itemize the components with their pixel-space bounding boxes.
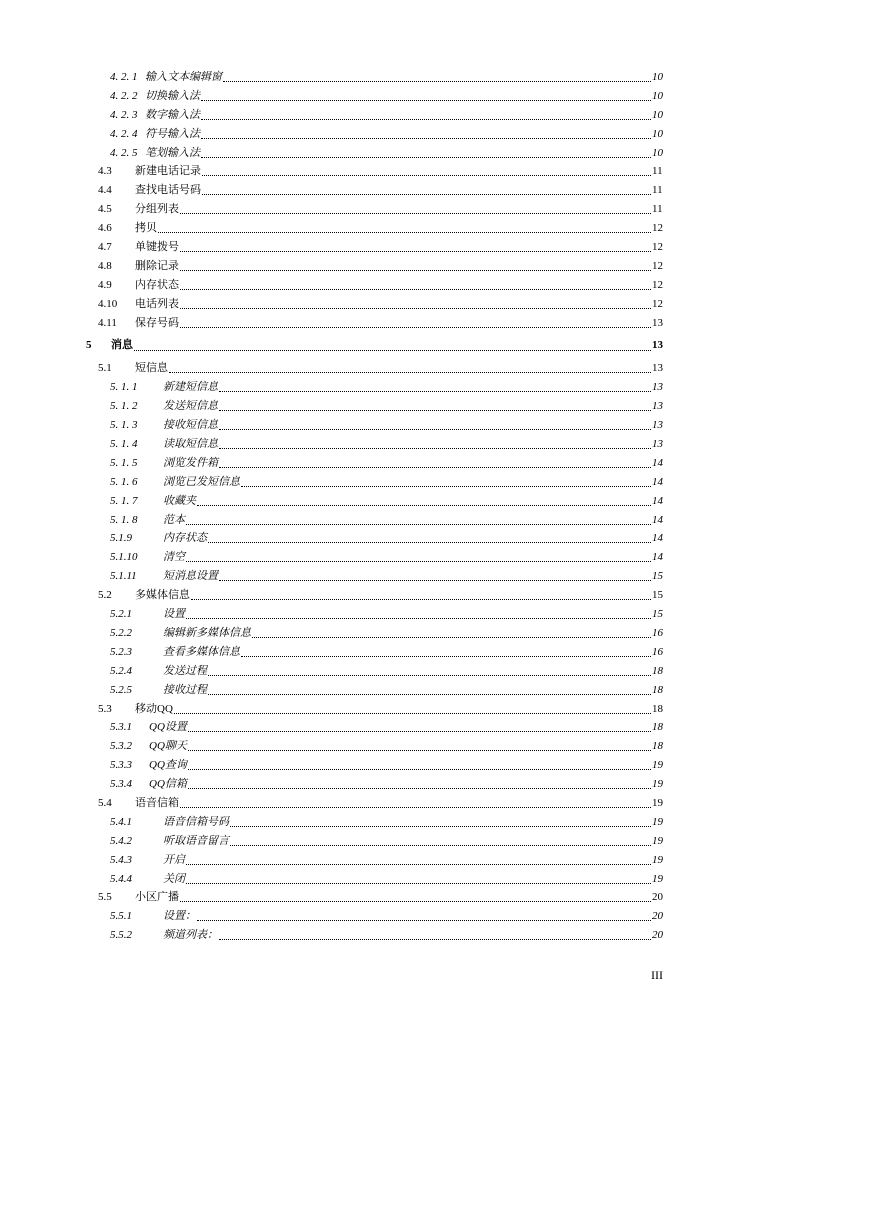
toc-entry-title: 发送短信息 — [163, 397, 219, 416]
toc-entry-page: 13 — [652, 359, 663, 378]
toc-leader-dots — [201, 156, 651, 158]
toc-leader-dots — [158, 231, 651, 233]
toc-entry-number: 4. 2. 5 — [110, 146, 138, 159]
toc-entry-title: 消息 — [111, 335, 134, 356]
toc-entry-page: 20 — [652, 888, 663, 907]
toc-entry-title: 接收过程 — [163, 681, 208, 700]
toc-entry-number: 4. 2. 4 — [110, 127, 138, 140]
toc-entry-number: 5.2.5 — [110, 683, 132, 696]
toc-leader-dots — [201, 137, 651, 139]
toc-entry[interactable] — [0, 718, 869, 737]
toc-entry-number: 5. 1. 2 — [110, 400, 138, 413]
toc-leader-dots — [188, 730, 651, 732]
toc-leader-dots — [201, 99, 651, 101]
toc-entry[interactable] — [0, 870, 869, 889]
toc-entry-number: 4.4 — [98, 184, 112, 197]
toc-entry-page: 10 — [652, 144, 663, 163]
toc-leader-dots — [201, 118, 651, 120]
toc-entry-page: 12 — [652, 295, 663, 314]
toc-entry[interactable] — [0, 397, 869, 416]
toc-entry-title: 频道列表： — [163, 926, 219, 945]
toc-entry-page: 13 — [652, 397, 663, 416]
toc-leader-dots — [180, 307, 651, 309]
toc-leader-dots — [191, 598, 651, 600]
toc-entry[interactable] — [0, 181, 869, 200]
toc-entry-title: 范本 — [163, 511, 186, 530]
toc-entry-page: 12 — [652, 257, 663, 276]
toc-entry-title: 设置 — [163, 605, 186, 624]
toc-entry[interactable] — [0, 106, 869, 125]
toc-entry-title: 浏览发件箱 — [163, 454, 219, 473]
toc-entry-title: 数字输入法 — [145, 106, 201, 125]
toc-entry[interactable] — [0, 851, 869, 870]
toc-leader-dots — [180, 806, 651, 808]
toc-entry-title: 浏览已发短信息 — [163, 473, 241, 492]
toc-leader-dots — [180, 250, 651, 252]
toc-entry-page: 18 — [652, 700, 663, 719]
toc-entry[interactable] — [0, 492, 869, 511]
toc-entry-number: 4. 2. 2 — [110, 89, 138, 102]
toc-entry[interactable] — [0, 511, 869, 530]
toc-entry-number: 5.4.3 — [110, 853, 132, 866]
toc-entry-number: 5.5 — [98, 891, 112, 904]
toc-entry-number: 4.8 — [98, 259, 112, 272]
toc-entry-title: 内存状态 — [135, 276, 180, 295]
toc-entry-page: 19 — [652, 756, 663, 775]
toc-leader-dots — [169, 371, 651, 373]
toc-entry-number: 5.1.11 — [110, 570, 137, 583]
toc-leader-dots — [219, 428, 651, 430]
toc-entry-title: 开启 — [163, 851, 186, 870]
toc-entry-title: 保存号码 — [135, 314, 180, 333]
toc-entry-page: 18 — [652, 681, 663, 700]
toc-entry-page: 11 — [652, 200, 663, 219]
toc-entry[interactable] — [0, 276, 869, 295]
toc-entry-page: 16 — [652, 624, 663, 643]
toc-entry-title: 内存状态 — [163, 529, 208, 548]
toc-entry[interactable] — [0, 68, 869, 87]
toc-entry-page: 13 — [652, 378, 663, 397]
toc-entry-title: 移动QQ — [135, 700, 174, 719]
toc-entry-number: 5.2 — [98, 589, 112, 602]
toc-entry-number: 5. 1. 1 — [110, 381, 138, 394]
toc-entry[interactable] — [0, 219, 869, 238]
toc-leader-dots — [180, 288, 651, 290]
toc-entry[interactable] — [0, 162, 869, 181]
toc-entry-title: 单键拨号 — [135, 238, 180, 257]
toc-entry[interactable] — [0, 605, 869, 624]
toc-entry-title: 拷贝 — [135, 219, 158, 238]
toc-entry-title: 输入文本编辑窗 — [145, 68, 223, 87]
toc-entry-title: 听取语音留言 — [163, 832, 230, 851]
toc-entry[interactable] — [0, 662, 869, 681]
toc-leader-dots — [180, 212, 651, 214]
toc-entry-number: 4.9 — [98, 278, 112, 291]
toc-entry[interactable] — [0, 624, 869, 643]
toc-entry-number: 5.2.1 — [110, 608, 132, 621]
toc-leader-dots — [208, 674, 651, 676]
toc-leader-dots — [219, 579, 651, 581]
toc-entry-page: 19 — [652, 813, 663, 832]
toc-entry-page: 19 — [652, 832, 663, 851]
toc-entry-page: 20 — [652, 907, 663, 926]
toc-entry[interactable] — [0, 435, 869, 454]
toc-entry-title: 接收短信息 — [163, 416, 219, 435]
toc-entry[interactable] — [0, 888, 869, 907]
toc-entry-page: 16 — [652, 643, 663, 662]
toc-leader-dots — [180, 326, 651, 328]
toc-entry-page: 15 — [652, 586, 663, 605]
toc-leader-dots — [186, 523, 651, 525]
toc-leader-dots — [208, 693, 651, 695]
toc-entry[interactable] — [0, 125, 869, 144]
toc-leader-dots — [252, 636, 651, 638]
toc-entry-title: 符号输入法 — [145, 125, 201, 144]
toc-entry-page: 12 — [652, 238, 663, 257]
toc-entry-page: 19 — [652, 775, 663, 794]
toc-entry-title: QQ设置 — [149, 718, 188, 737]
toc-leader-dots — [180, 900, 651, 902]
toc-entry[interactable] — [0, 681, 869, 700]
toc-entry-number: 4.7 — [98, 241, 112, 254]
toc-entry-number: 5.3.2 — [110, 740, 132, 753]
toc-entry[interactable] — [0, 238, 869, 257]
toc-entry-number: 5.1.9 — [110, 532, 132, 545]
toc-leader-dots — [186, 617, 651, 619]
toc-entry-title: 新建短信息 — [163, 378, 219, 397]
toc-entry-number: 5.4 — [98, 796, 112, 809]
toc-leader-dots — [223, 80, 651, 82]
toc-entry-page: 19 — [652, 794, 663, 813]
toc-leader-dots — [174, 712, 651, 714]
toc-entry[interactable] — [0, 926, 869, 945]
toc-leader-dots — [186, 560, 651, 562]
toc-entry-title: 新建电话记录 — [135, 162, 202, 181]
toc-entry-title: 小区广播 — [135, 888, 180, 907]
toc-entry[interactable] — [0, 359, 869, 378]
toc-entry-title: 关闭 — [163, 870, 186, 889]
toc-entry-number: 5.1 — [98, 362, 112, 375]
toc-entry-page: 13 — [652, 335, 663, 356]
toc-entry[interactable] — [0, 200, 869, 219]
toc-entry-number: 5.2.3 — [110, 645, 132, 658]
toc-entry-title: 查看多媒体信息 — [163, 643, 241, 662]
toc-leader-dots — [197, 504, 651, 506]
toc-entry-title: 多媒体信息 — [135, 586, 191, 605]
toc-entry-page: 14 — [652, 529, 663, 548]
toc-leader-dots — [197, 919, 651, 921]
toc-entry-number: 5.3.3 — [110, 759, 132, 772]
toc-entry-title: 切换输入法 — [145, 87, 201, 106]
toc-entry-title: 删除记录 — [135, 257, 180, 276]
toc-entry[interactable] — [0, 700, 869, 719]
toc-entry[interactable] — [0, 737, 869, 756]
toc-entry-number: 4. 2. 3 — [110, 108, 138, 121]
toc-entry-page: 18 — [652, 662, 663, 681]
toc-entry-page: 19 — [652, 870, 663, 889]
toc-entry-title: 清空 — [163, 548, 186, 567]
toc-entry-page: 18 — [652, 737, 663, 756]
toc-leader-dots — [188, 787, 651, 789]
toc-entry-page: 13 — [652, 435, 663, 454]
toc-entry-number: 5. 1. 3 — [110, 419, 138, 432]
toc-entry-page: 14 — [652, 454, 663, 473]
toc-entry-number: 5.1.10 — [110, 551, 138, 564]
toc-entry-page: 14 — [652, 473, 663, 492]
toc-entry-number: 4.3 — [98, 165, 112, 178]
toc-entry-number: 5. 1. 7 — [110, 494, 138, 507]
toc-entry-number: 4.11 — [98, 316, 117, 329]
toc-leader-dots — [230, 825, 651, 827]
toc-entry-title: 电话列表 — [135, 295, 180, 314]
toc-entry[interactable] — [0, 378, 869, 397]
toc-entry[interactable] — [0, 144, 869, 163]
toc-entry-number: 4.5 — [98, 203, 112, 216]
toc-leader-dots — [202, 174, 651, 176]
toc-entry-page: 10 — [652, 106, 663, 125]
toc-entry-number: 5.3.4 — [110, 778, 132, 791]
toc-entry[interactable] — [0, 473, 869, 492]
toc-entry[interactable] — [0, 257, 869, 276]
toc-entry[interactable] — [0, 756, 869, 775]
toc-entry-number: 5.2.4 — [110, 664, 132, 677]
toc-entry-page: 11 — [652, 181, 663, 200]
toc-entry-page: 10 — [652, 68, 663, 87]
toc-leader-dots — [219, 447, 651, 449]
toc-entry-page: 11 — [652, 162, 663, 181]
toc-entry-number: 5.2.2 — [110, 626, 132, 639]
toc-leader-dots — [186, 882, 651, 884]
toc-entry-page: 14 — [652, 492, 663, 511]
toc-entry[interactable] — [0, 813, 869, 832]
toc-leader-dots — [208, 541, 651, 543]
toc-entry[interactable] — [0, 832, 869, 851]
toc-entry-page: 13 — [652, 416, 663, 435]
toc-entry-title: QQ查询 — [149, 756, 188, 775]
toc-entry-number: 5.4.4 — [110, 872, 132, 885]
toc-entry-title: 查找电话号码 — [135, 181, 202, 200]
toc-entry-title: 设置： — [163, 907, 197, 926]
toc-entry-page: 15 — [652, 567, 663, 586]
toc-entry[interactable] — [0, 314, 869, 333]
toc-leader-dots — [180, 269, 651, 271]
toc-entry-number: 5.4.1 — [110, 815, 132, 828]
toc-entry-page: 19 — [652, 851, 663, 870]
toc-entry-title: 短消息设置 — [163, 567, 219, 586]
toc-entry[interactable] — [0, 907, 869, 926]
toc-entry-number: 5.3.1 — [110, 721, 132, 734]
toc-entry[interactable] — [0, 794, 869, 813]
toc-entry-number: 4.6 — [98, 222, 112, 235]
toc-entry-title: 编辑新多媒体信息 — [163, 624, 252, 643]
toc-entry-number: 5. 1. 8 — [110, 513, 138, 526]
toc-leader-dots — [230, 844, 651, 846]
toc-leader-dots — [219, 390, 651, 392]
toc-entry-page: 18 — [652, 718, 663, 737]
toc-entry-number: 5. 1. 5 — [110, 456, 138, 469]
toc-entry[interactable] — [0, 567, 869, 586]
toc-entry[interactable] — [0, 454, 869, 473]
toc-entry-number: 5. 1. 4 — [110, 438, 138, 451]
toc-entry-page: 15 — [652, 605, 663, 624]
toc-entry-title: QQ聊天 — [149, 737, 188, 756]
toc-entry-title: 笔划输入法 — [145, 144, 201, 163]
toc-leader-dots — [202, 193, 651, 195]
toc-entry-page: 10 — [652, 125, 663, 144]
toc-entry-number: 4.10 — [98, 297, 118, 310]
toc-entry-number: 5.3 — [98, 702, 112, 715]
toc-entry-number: 5 — [86, 339, 92, 352]
toc-leader-dots — [219, 466, 651, 468]
toc-leader-dots — [219, 938, 651, 940]
toc-entry-page: 12 — [652, 219, 663, 238]
table-of-contents — [0, 68, 869, 945]
toc-entry-number: 5.4.2 — [110, 834, 132, 847]
toc-entry[interactable] — [0, 548, 869, 567]
toc-entry-page: 13 — [652, 314, 663, 333]
toc-entry-page: 12 — [652, 276, 663, 295]
toc-entry[interactable] — [0, 416, 869, 435]
toc-entry-number: 5.5.2 — [110, 929, 132, 942]
toc-leader-dots — [241, 655, 651, 657]
toc-entry[interactable] — [0, 529, 869, 548]
toc-leader-dots — [188, 749, 651, 751]
toc-entry[interactable] — [0, 586, 869, 605]
toc-entry[interactable] — [0, 775, 869, 794]
toc-entry-number: 5.5.1 — [110, 910, 132, 923]
toc-entry-title: 语音信箱号码 — [163, 813, 230, 832]
toc-entry[interactable] — [0, 295, 869, 314]
toc-entry-title: 读取短信息 — [163, 435, 219, 454]
toc-entry-page: 14 — [652, 548, 663, 567]
toc-entry-title: 收藏夹 — [163, 492, 197, 511]
toc-entry-page: 10 — [652, 87, 663, 106]
toc-entry-number: 5. 1. 6 — [110, 475, 138, 488]
toc-entry[interactable] — [0, 87, 869, 106]
toc-entry[interactable] — [0, 643, 869, 662]
toc-leader-dots — [241, 485, 651, 487]
toc-leader-dots — [188, 768, 651, 770]
toc-entry-number: 4. 2. 1 — [110, 71, 138, 83]
toc-entry-title: 发送过程 — [163, 662, 208, 681]
toc-entry-title: QQ信箱 — [149, 775, 188, 794]
toc-entry-page: 20 — [652, 926, 663, 945]
toc-entry-title: 分组列表 — [135, 200, 180, 219]
toc-entry-page: 14 — [652, 511, 663, 530]
toc-leader-dots — [134, 349, 651, 351]
toc-leader-dots — [186, 863, 651, 865]
page-number: III — [651, 968, 663, 982]
toc-entry-title: 语音信箱 — [135, 794, 180, 813]
toc-leader-dots — [219, 409, 651, 411]
toc-entry[interactable] — [0, 335, 869, 356]
toc-entry-title: 短信息 — [135, 359, 169, 378]
